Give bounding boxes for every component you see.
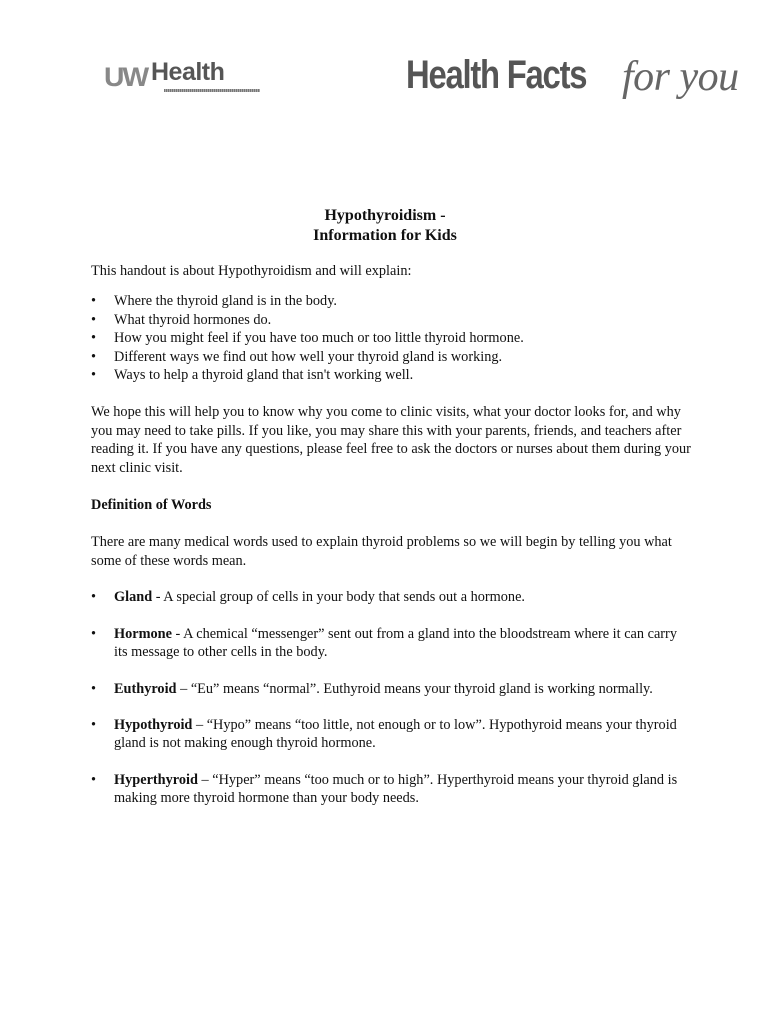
definition-item	[91, 716, 691, 753]
topic-item: • What thyroid hormones do.	[91, 311, 691, 329]
definition-item	[91, 771, 691, 808]
health-facts-logo	[406, 50, 746, 106]
definition-term: Hypothyroid	[114, 716, 193, 733]
topic-item: • Different ways we find out how well your thyroid gland is working.	[91, 348, 691, 366]
intro-text: This handout is about Hypothyroidism and will explain:	[91, 263, 412, 279]
definitions-list	[91, 588, 691, 807]
definition-item	[91, 625, 691, 662]
definition-text: A special group of cells in your body that sends out a hormone.	[163, 589, 526, 606]
definition-item	[91, 680, 691, 698]
definition-separator: -	[171, 625, 184, 642]
health-facts-wordmark: Health Facts	[406, 53, 587, 97]
section-intro: There are many medical words used to explain thyroid problems so we will begin by telling you what some of these words mean.	[91, 534, 672, 569]
definition-text: A chemical “messenger” sent out from a gland into the bloodstream where it can carry its message to other cells in the body.	[114, 625, 677, 661]
for-you-script: for you	[622, 54, 739, 100]
definition-term: Euthyroid	[114, 680, 177, 697]
purpose-paragraph: We hope this will help you to know why you come to clinic visits, what your doctor looks for, and why you may need to take pills. If you like, you may share this with your parents, friends, and teachers after reading it. If you have any questions, please feel free to ask the doctors or nurses about them during your next clinic visit.	[91, 404, 691, 476]
uw-health-logo	[104, 58, 260, 98]
definition-text: “Hyper” means “too much or to high”. Hyperthyroid means your thyroid gland is making more thyroid hormone than your body needs.	[114, 771, 678, 807]
definition-separator: –	[192, 716, 207, 733]
uw-logo-underline	[164, 89, 260, 92]
topic-item: • How you might feel if you have too much or too little thyroid hormone.	[91, 329, 691, 347]
uw-logo-mark: UW	[104, 62, 148, 92]
topics-list	[91, 292, 691, 384]
topic-item: • Where the thyroid gland is in the body.	[91, 292, 691, 310]
document-body	[91, 262, 691, 826]
document-title-line-2: Information for Kids	[313, 227, 457, 244]
uw-logo-wordmark: Health	[151, 58, 225, 86]
definition-term: Hormone	[114, 625, 172, 642]
definition-separator: -	[152, 589, 164, 606]
definition-term: Gland	[114, 589, 153, 606]
section-heading: Definition of Words	[91, 497, 212, 514]
definition-item	[91, 588, 691, 606]
document-title-line-1: Hypothyroidism -	[324, 207, 446, 224]
topic-item: • Ways to help a thyroid gland that isn't working well.	[91, 366, 691, 384]
definition-separator: –	[176, 680, 191, 697]
definition-text: “Hypo” means “too little, not enough or to low”. Hypothyroid means your thyroid gland is not making enough thyroid hormone.	[114, 716, 677, 752]
definition-term: Hyperthyroid	[114, 771, 198, 788]
definition-separator: –	[197, 771, 213, 788]
definition-text: “Eu” means “normal”. Euthyroid means your thyroid gland is working normally.	[190, 680, 653, 697]
